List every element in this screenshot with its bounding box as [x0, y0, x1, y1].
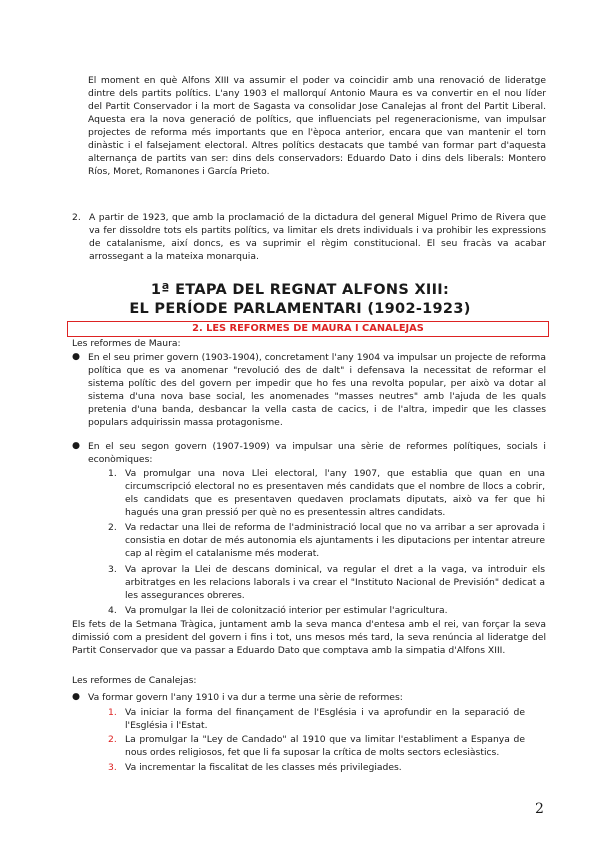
- canalejas-reform-2: [108, 733, 525, 759]
- canalejas-label: Les reformes de Canalejas:: [72, 675, 197, 686]
- list-text: Va aprovar la Llei de descans dominical, va regular el dret a la vaga, va introduir els arbitratges en les relacions laborals i va crear el "Instituto Nacional de Previsión" dedicat a les assegurances obreres.: [125, 564, 545, 601]
- canalejas-reform-3: [108, 761, 525, 774]
- list-number: 2.: [108, 522, 117, 533]
- title-line-2: EL PERÍODE PARLAMENTARI (1902-1923): [129, 301, 471, 317]
- page-number: 2: [535, 801, 544, 817]
- list-text: Va iniciar la forma del finançament de l'Església i va aprofundir en la separació de l'Església i l'Estat.: [125, 707, 525, 731]
- maura-closing: Els fets de la Setmana Tràgica, juntament amb la seva manca d'entesa amb el rei, van forçar la seva dimissió com a president del govern i fins i tot, uns mesos més tard, la seva renúncia al lideratge del Partit Conservador que va passar a Eduardo Dato que comptava amb la simpatia d'Alfons XIII.: [72, 619, 546, 656]
- list-text: Va incrementar la fiscalitat de les classes més privilegiades.: [125, 762, 402, 773]
- list-text: Va promulgar una nova Llei electoral, l'any 1907, que establia que quan en una circumscripció electoral no es presentaven més candidats que el nombre de llocs a cobrir, els candidats que es presentaven quedaven proclamats diputats, això va fer que hi hagués una gran pressió per què no es presentessin altres candidats.: [125, 468, 545, 518]
- maura-reform-4: [108, 604, 545, 617]
- list-text: La promulgar la "Ley de Candado" al 1910 que va limitar l'establiment a Espanya de nous ordes religiosos, fet que li fa suposar la crítica de molts sectors eclesiàstics.: [125, 734, 525, 758]
- numbered-item-2: [72, 211, 546, 263]
- intro-paragraph: El moment en què Alfons XIII va assumir el poder va coincidir amb una renovació de lideratge dintre dels partits polítics. L'any 1903 el mallorquí Antonio Maura es va convertir en el nou líder del Partit Conservador i la mort de Sagasta va consolidar Jose Canalejas al front del Partit Liberal. Aquesta era la nova generació de polítics, que influenciats pel regeneracionisme, van impulsar projectes de reforma més importants que en l'època anterior, encara que van mantenir el torn dinàstic i el falsejament electoral. Altres polítics destacats que també van formar part d'aquesta alternança de partits van ser: dins dels conservadors: Eduardo Dato i dins dels liberals: Montero Ríos, Moret, Romanones i García Prieto.: [88, 75, 546, 177]
- list-number: 4.: [108, 605, 117, 616]
- maura-reform-3: [108, 563, 545, 602]
- bullet-icon: ●: [72, 351, 81, 362]
- maura-reform-2: [108, 521, 545, 560]
- list-number: 3.: [108, 564, 117, 575]
- list-text: Va redactar una llei de reforma de l'administració local que no va arribar a ser aprovada i consistia en dotar de més autonomia els ajuntaments i les diputacions per intentar atreure cap al règim el catalanisme més moderat.: [125, 522, 545, 559]
- section-heading: 2. LES REFORMES DE MAURA I CANALEJAS: [67, 321, 549, 337]
- list-text: Va promulgar la llei de colonització interior per estimular l'agricultura.: [125, 605, 448, 616]
- item-text: A partir de 1923, que amb la proclamació de la dictadura del general Miguel Primo de Rivera que va fer dissoldre tots els partits polítics, va limitar els drets individuals i va prohibir les expressions de catalanisme, així doncs, es va suprimir el règim constitucional. El seu fracàs va acabar arrossegant a la mateixa monarquia.: [89, 212, 546, 262]
- item-number: 2.: [72, 212, 81, 223]
- bullet-icon: ●: [72, 691, 81, 702]
- list-number: 3.: [108, 762, 117, 773]
- maura-bullet-2: En el seu segon govern (1907-1909) va impulsar una sèrie de reformes polítiques, socials i econòmiques:: [88, 441, 546, 465]
- list-number: 1.: [108, 468, 117, 479]
- bullet-icon: ●: [72, 440, 81, 451]
- list-number: 2.: [108, 734, 117, 745]
- maura-bullet-1: En el seu primer govern (1903-1904), concretament l'any 1904 va impulsar un projecte de reforma política que es va anomenar "revolució des de dalt" i defensava la necessitat de reformar el sistema polític des del govern per impedir que ho fes una revolta popular, per això va dotar al sistema d'una nova base social, les anomenades "masses neutres" amb l'ajuda de les quals pretenia d'una banda, desbancar la vella casta de cacics, i de l'altra, impedir que les classes populars adquirissin massa protagonisme.: [88, 352, 546, 428]
- maura-reform-1: [108, 467, 545, 519]
- title-line-1: 1ª ETAPA DEL REGNAT ALFONS XIII:: [150, 282, 450, 298]
- canalejas-reform-1: [108, 706, 525, 732]
- list-number: 1.: [108, 707, 117, 718]
- maura-label: Les reformes de Maura:: [72, 338, 181, 349]
- canalejas-bullet-1: Va formar govern l'any 1910 i va dur a terme una sèrie de reformes:: [88, 692, 403, 703]
